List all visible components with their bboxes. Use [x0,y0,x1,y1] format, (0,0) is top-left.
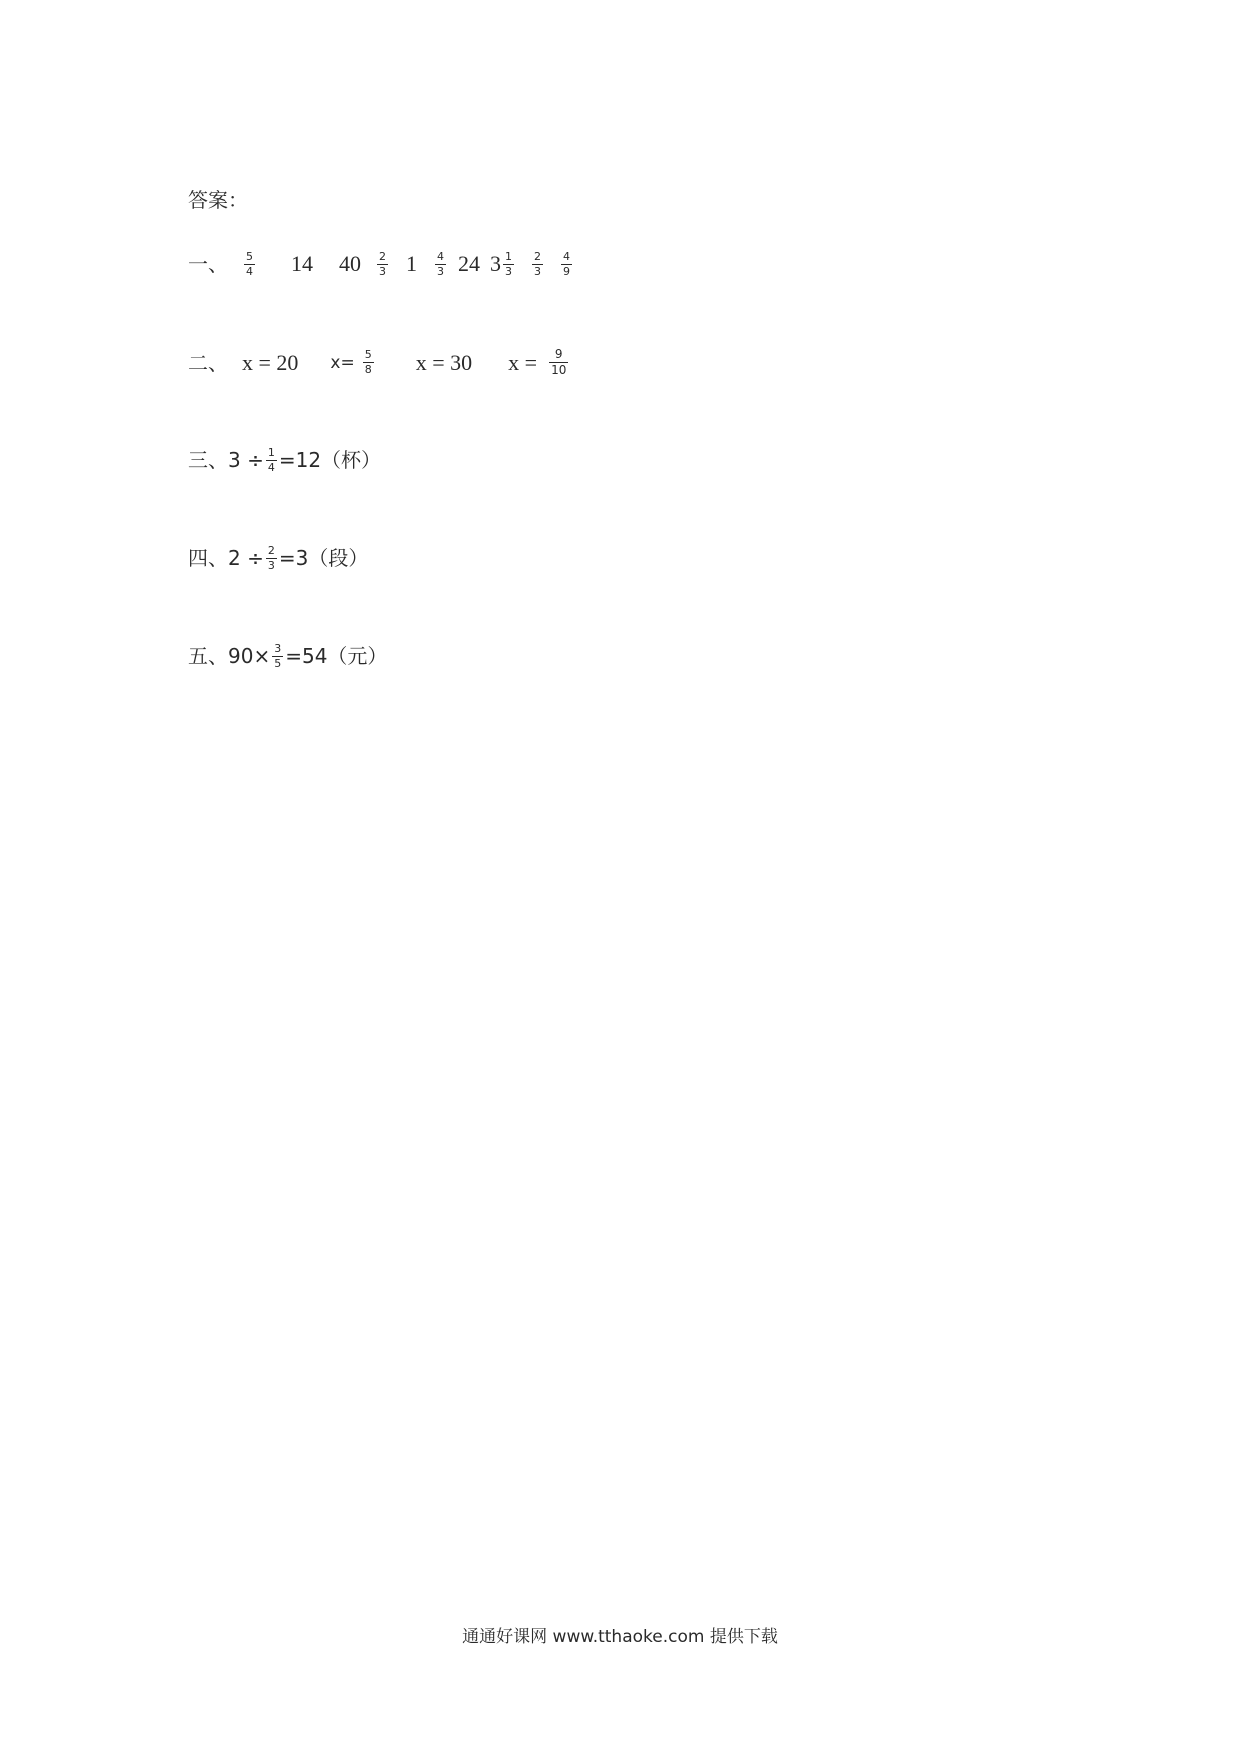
fraction-4-3: $\frac{4}{3}$ [437,249,444,278]
section-3-label: 三、 [188,448,228,472]
section-2-answers [188,348,570,377]
expression-start: 2 ÷ [228,546,264,570]
mixed-number-fraction: $\frac{1}{3}$ [505,249,512,278]
expression-result: =54（元） [285,644,388,668]
expression-result: =12（杯） [278,448,382,472]
answer-value: 14 [291,251,313,276]
fraction-5-4: $\frac{5}{4}$ [246,249,253,278]
section-2-label: 二、 [188,350,228,375]
section-3-answer [188,446,381,474]
answer-value: 24 [458,251,480,276]
section-4-answer [188,544,368,572]
fraction-9-10: $\frac{9}{10}$ [551,347,567,377]
fraction-4-9: $\frac{4}{9}$ [563,249,570,278]
section-4-label: 四、 [188,546,228,570]
fraction-2-3: $\frac{2}{3}$ [379,249,386,278]
expression-start: 90× [228,644,271,668]
equation-answer: x = 30 [415,349,473,375]
answer-value: 1 [406,251,417,276]
fraction-1-4: $\frac{1}{4}$ [267,445,275,474]
section-1-answers [188,250,574,278]
heading-text: 答案： [188,188,248,212]
mixed-number-whole: 3 [490,251,501,276]
fraction-5-8: $\frac{5}{8}$ [364,348,372,376]
answer-value: 40 [339,251,361,276]
expression-start: 3 ÷ [228,448,264,472]
section-5-answer [188,642,387,670]
equation-answer: x = 20 [242,349,299,375]
fraction-2-3-c: $\frac{2}{3}$ [267,543,275,572]
fraction-2-3-b: $\frac{2}{3}$ [534,249,541,278]
page-footer: 通通好课网 www.tthaoke.com 提供下载 [462,1627,778,1647]
answers-heading [188,186,248,214]
equation-prefix: x= [330,352,355,373]
section-1-label: 一、 [188,252,228,276]
expression-result: =3（段） [278,546,369,570]
section-5-label: 五、 [188,644,228,668]
equation-prefix: x = [508,349,538,375]
fraction-3-5: $\frac{3}{5}$ [274,641,282,670]
